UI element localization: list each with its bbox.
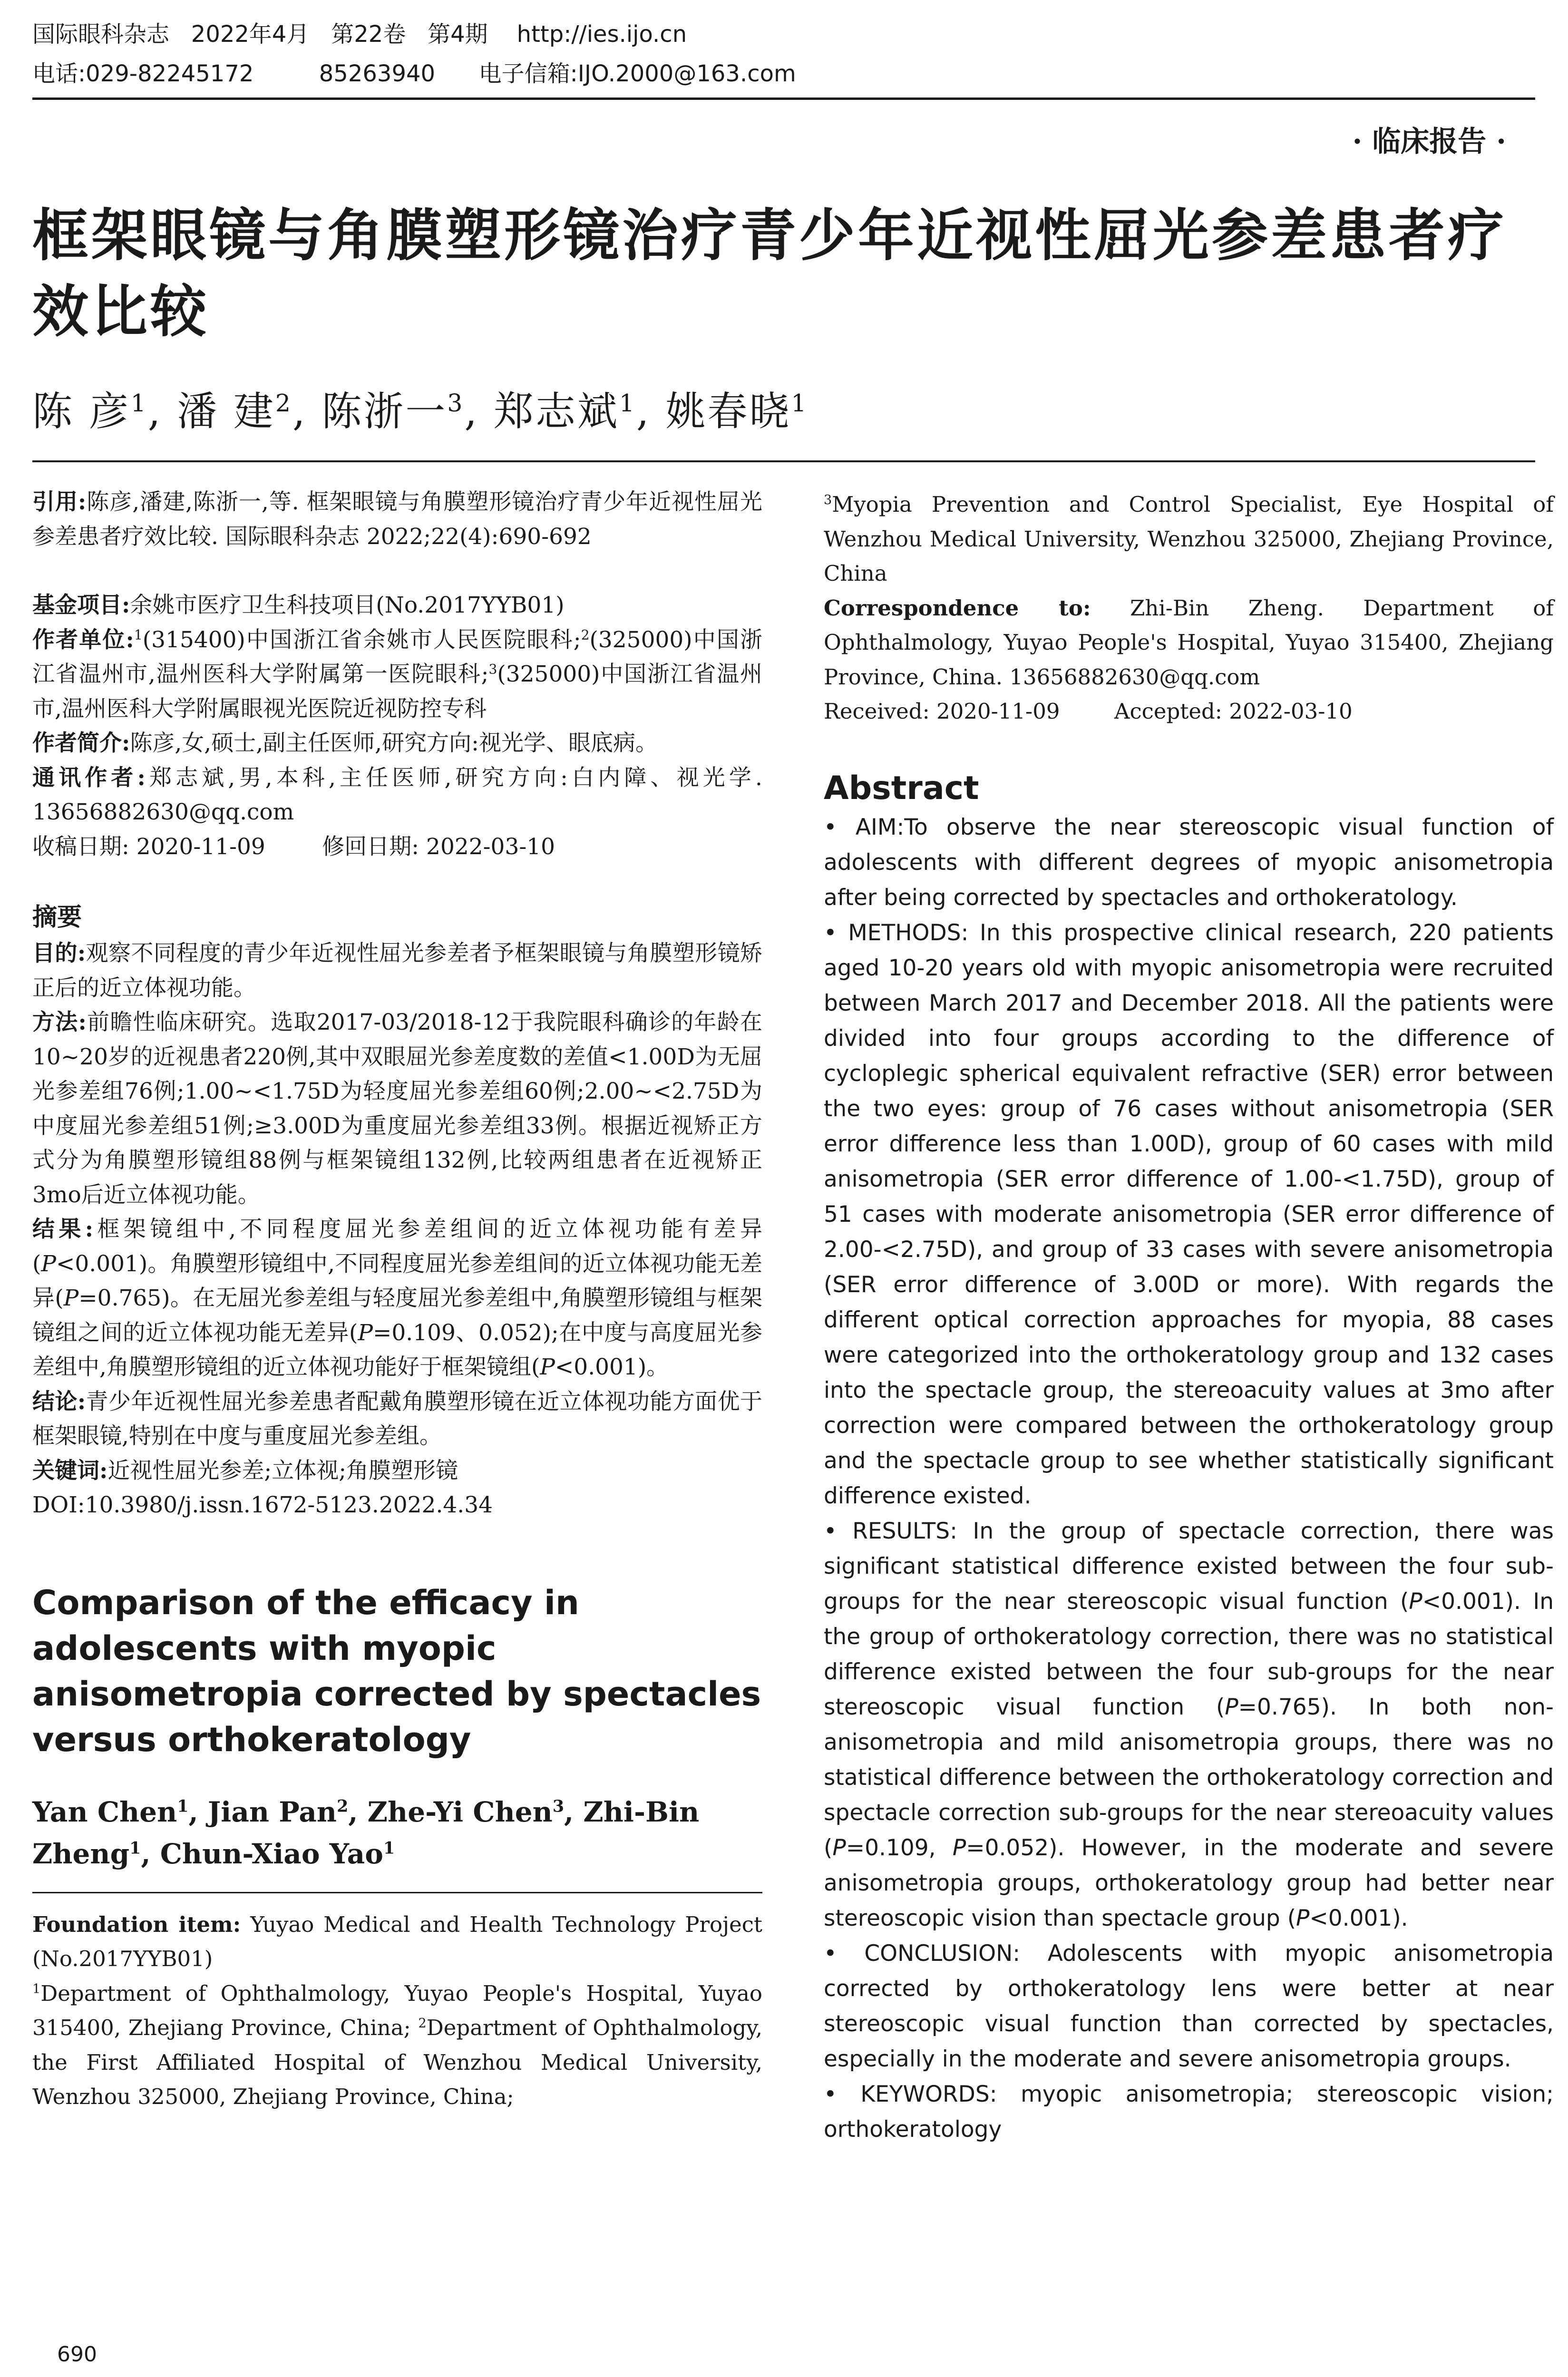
aff-mark: 1 <box>32 1981 41 1997</box>
bio-label: 作者简介: <box>32 730 130 756</box>
author-affiliation-mark: 1 <box>619 389 636 417</box>
spacer <box>824 729 1554 767</box>
corr-label: 通讯作者: <box>32 764 146 791</box>
author-name: 潘 建 <box>177 388 275 435</box>
abstract-conclusion-en <box>824 1936 1554 2077</box>
author-name: 姚春晓 <box>665 388 791 435</box>
abstract-methods <box>32 1005 762 1212</box>
left-column <box>32 485 762 2114</box>
conclusion-label: • CONCLUSION: <box>824 1940 1021 1967</box>
right-column <box>824 487 1554 2147</box>
affiliations <box>32 1977 762 2114</box>
fund-text: 余姚市医疗卫生科技项目(No.2017YYB01) <box>130 592 565 618</box>
article-title: 框架眼镜与角膜塑形镜治疗青少年近视性屈光参差患者疗效比较 <box>32 203 1507 344</box>
keywords-en <box>824 2077 1554 2147</box>
title-divider <box>32 460 1535 462</box>
citation <box>32 485 762 554</box>
p-symbol: P <box>1409 1588 1422 1615</box>
english-authors <box>32 1791 762 1875</box>
unit-mark: 2 <box>581 626 590 643</box>
correspondence-label: Correspondence to: <box>824 595 1091 621</box>
keywords-text: myopic anisometropia; stereoscopic vision; orthokeratology <box>824 2081 1554 2143</box>
methods-text: 前瞻性临床研究。选取2017-03/2018-12于我院眼科确诊的年龄在10~20岁的近视患者220例,其中双眼屈光参差度数的差值<1.00D为无屈光参差组76例;1.00~<1.75D为轻度屈光参差组60例;2.00~<2.75D为中度屈光参差组51例;≥3.00D为重度屈光参差组33例。根据近视矫正方式分为角膜塑形镜组88例与框架镜组132例,比较两组患者在近视矫正3mo后近立体视功能。 <box>32 1009 762 1208</box>
abstract-heading-en: Abstract <box>824 769 979 807</box>
results-label: 结果: <box>32 1216 94 1242</box>
author-affiliation-mark: 2 <box>337 1796 349 1816</box>
results-text: In the group of spectacle correction, there was significant statistical difference existed between the four sub-groups for the near stereoscopic visual function ( <box>824 1518 1554 1615</box>
abstract-results <box>32 1212 762 1385</box>
spacer <box>32 1523 762 1580</box>
abstract-aim <box>32 936 762 1005</box>
aff-text: Myopia Prevention and Control Specialist, Eye Hospital of Wenzhou Medical University, Wenzhou 325000, Zhejiang Province, China <box>824 492 1554 586</box>
author-name: , Zhe-Yi Chen <box>348 1795 553 1828</box>
journal-header-line2: 电话:029-82245172 85263940 电子信箱:IJO.2000@163.com <box>32 60 796 87</box>
results-label: • RESULTS: <box>824 1518 957 1544</box>
aff-mark: 3 <box>824 493 832 507</box>
foundation-label: Foundation item: <box>32 1911 241 1937</box>
author-affiliation-mark: 1 <box>177 1796 189 1816</box>
results-text: =0.052). However, in the moderate and severe anisometropia groups, orthokeratology group had better near stereoscopic vision than spectacle group ( <box>824 1834 1554 1931</box>
abstract-results-en <box>824 1514 1554 1936</box>
abstract-conclusion <box>32 1385 762 1454</box>
unit-text: (325000)中国浙江省温州市,温州医科大学附属第一医院眼科; <box>32 626 762 687</box>
author-list: 陈 彦$^1$, 潘 建$^2$, 陈浙一$^3$, 郑志斌$^1$, 姚春晓$^1$ <box>32 388 808 435</box>
correspondence-text: Zhi-Bin Zheng. Department of Ophthalmology, Yuyao People's Hospital, Yuyao 315400, Zhejiang Province, China. 13656882630@qq.com <box>824 595 1554 690</box>
conclusion-label: 结论: <box>32 1388 86 1415</box>
abstract-heading-cn: 摘要 <box>32 903 82 932</box>
fund-label: 基金项目: <box>32 592 130 618</box>
p-symbol: P <box>63 1285 79 1311</box>
author-affiliation-mark: 3 <box>447 389 465 417</box>
author-affiliation-mark: 1 <box>129 1838 141 1858</box>
citation-text: 陈彦,潘建,陈浙一,等. 框架眼镜与角膜塑形镜治疗青少年近视性屈光参差患者疗效比较. 国际眼科杂志 2022;22(4):690-692 <box>32 489 762 550</box>
unit-label: 作者单位: <box>32 626 134 653</box>
header-divider <box>32 97 1535 100</box>
foundation-item <box>32 1908 762 1977</box>
author-affiliation-mark: 1 <box>130 389 148 417</box>
corr-text: 郑志斌,男,本科,主任医师,研究方向:白内障、视光学. 13656882630@qq.com <box>32 764 762 825</box>
methods-label: 方法: <box>32 1009 87 1035</box>
results-text: <0.001)。角膜塑形镜组中,不同程度屈光参差组间的近立体视功能无差异( <box>32 1250 762 1311</box>
aff-text: Department of Ophthalmology, the First Affiliated Hospital of Wenzhou Medical University, Wenzhou 325000, Zhejiang Province, China; <box>32 2015 762 2109</box>
conclusion-text: Adolescents with myopic anisometropia corrected by orthokeratology lens were better at near stereoscopic visual function than corrected by spectacles, especially in the moderate and severe anisometropia groups. <box>824 1940 1554 2072</box>
keywords-text: 近视性屈光参差;立体视;角膜塑形镜 <box>107 1457 458 1484</box>
conclusion-text: 青少年近视性屈光参差患者配戴角膜塑形镜在近立体视功能方面优于框架眼镜,特别在中度与重度屈光参差组。 <box>32 1388 762 1449</box>
unit-mark: 3 <box>488 661 497 677</box>
author-bio <box>32 726 762 761</box>
results-text: <0.001). <box>1309 1905 1408 1931</box>
p-symbol: P <box>952 1834 966 1861</box>
methods-text: In this prospective clinical research, 220 patients aged 10-20 years old with myopic anisometropia were recruited between March 2017 and December 2018. All the patients were divided into four groups according to the difference of cycloplegic spherical equivalent refractive (SER) error between the two eyes: group of 76 cases without anisometropia (SER error difference less than 1.00D), group of 60 cases with mild anisometropia (SER error difference of 1.00-<1.75D), group of 51 cases with moderate anisometropia (SER error difference of 2.00-<2.75D), and group of 33 cases with severe anisometropia (SER error difference of 3.00D or more). With regards the different optical correction approaches for myopia, 88 cases were categorized into the orthokeratology group and 132 cases into the spectacle group, the stereoacuity values at 3mo after correction were compared between the orthokeratology group and the spectacle group to see whether statistically significant difference existed. <box>824 919 1554 1509</box>
english-title: Comparison of the efficacy in adolescents with myopic anisometropia corrected by spectacles versus orthokeratology <box>32 1583 761 1759</box>
results-text: 框架镜组中,不同程度屈光参差组间的近立体视功能有差异( <box>32 1216 762 1277</box>
author-affiliation-mark: 3 <box>552 1796 565 1816</box>
author-name: 陈浙一 <box>321 388 448 435</box>
author-affiliation-mark: 1 <box>383 1838 395 1858</box>
unit-text: (315400)中国浙江省余姚市人民医院眼科; <box>142 626 581 653</box>
p-symbol: P <box>1296 1905 1310 1931</box>
author-name: Yan Chen <box>32 1795 177 1828</box>
p-symbol: P <box>540 1354 555 1380</box>
bio-text: 陈彦,女,硕士,副主任医师,研究方向:视光学、眼底病。 <box>130 730 658 756</box>
doi: DOI:10.3980/j.issn.1672-5123.2022.4.34 <box>32 1492 493 1518</box>
corresponding-author <box>32 761 762 830</box>
p-symbol: P <box>1225 1694 1238 1720</box>
journal-header-line1: 国际眼科杂志 2022年4月 第22卷 第4期 http://ies.ijo.cn <box>32 21 687 48</box>
section-tag: · 临床报告 · <box>1352 125 1506 158</box>
results-text: =0.765). In both non-anisometropia and mild anisometropia groups, there was no statistical difference between the orthokeratology correction and spectacle correction sub-groups for the near stereoacuity values ( <box>824 1694 1554 1861</box>
aim-label: 目的: <box>32 940 86 966</box>
english-authors-divider <box>32 1892 762 1893</box>
aim-label: • AIM: <box>824 814 905 840</box>
p-symbol: P <box>832 1834 846 1861</box>
citation-label: 引用: <box>32 489 87 515</box>
author-affiliation-mark: 2 <box>275 389 292 417</box>
results-text: =0.765)。在无屈光参差组与轻度屈光参差组中,角膜塑形镜组与框架镜组之间的近立体视功能无差异( <box>32 1285 762 1346</box>
abstract-aim-en <box>824 810 1554 916</box>
english-dates: Received: 2020-11-09 Accepted: 2022-03-10 <box>824 699 1353 724</box>
results-text: =0.109、0.052);在中度与高度屈光参差组中,角膜塑形镜组的近立体视功能好于框架镜组( <box>32 1319 762 1380</box>
results-text: <0.001). In the group of orthokeratology correction, there was no statistical difference existed between the four sub-groups for the near stereoscopic visual function ( <box>824 1588 1554 1720</box>
author-name: , Zhi-Bin Zheng <box>32 1795 700 1870</box>
spacer <box>32 1763 762 1791</box>
aff-text: Department of Ophthalmology, Yuyao People's Hospital, Yuyao 315400, Zhejiang Province, China; <box>32 1980 762 2040</box>
foundation-text: Yuyao Medical and Health Technology Project (No.2017YYB01) <box>32 1911 762 1971</box>
p-symbol: P <box>41 1250 56 1277</box>
dates: 收稿日期: 2020-11-09 修回日期: 2022-03-10 <box>32 833 555 860</box>
spacer <box>32 864 762 898</box>
results-text: =0.109, <box>846 1834 953 1861</box>
aim-text: To observe the near stereoscopic visual function of adolescents with different degrees of myopic anisometropia after being corrected by spectacles and orthokeratology. <box>824 814 1554 911</box>
unit-mark: 1 <box>134 626 143 643</box>
keywords-label: 关键词: <box>32 1457 108 1484</box>
spacer <box>32 554 762 588</box>
author-affiliation-mark: 1 <box>791 389 808 417</box>
keywords-label: • KEYWORDS: <box>824 2081 997 2107</box>
author-name: 郑志斌 <box>493 388 619 435</box>
affiliations-continued <box>824 487 1554 591</box>
page-number: 690 <box>57 2342 97 2367</box>
author-name: 陈 彦 <box>32 388 131 435</box>
author-units <box>32 623 762 727</box>
correspondence <box>824 591 1554 695</box>
aff-mark: 2 <box>418 2016 427 2031</box>
author-name: , Jian Pan <box>188 1795 337 1828</box>
author-name: , Chun-Xiao Yao <box>141 1837 383 1870</box>
aim-text: 观察不同程度的青少年近视性屈光参差者予框架眼镜与角膜塑形镜矫正后的近立体视功能。 <box>32 940 762 1001</box>
methods-label: • METHODS: <box>824 919 969 946</box>
results-text: <0.001)。 <box>555 1354 669 1380</box>
keywords-cn <box>32 1454 762 1489</box>
unit-text: (325000)中国浙江省温州市,温州医科大学附属眼视光医院近视防控专科 <box>32 661 762 722</box>
p-symbol: P <box>358 1319 373 1346</box>
abstract-methods-en <box>824 916 1554 1514</box>
fund-item <box>32 588 762 623</box>
